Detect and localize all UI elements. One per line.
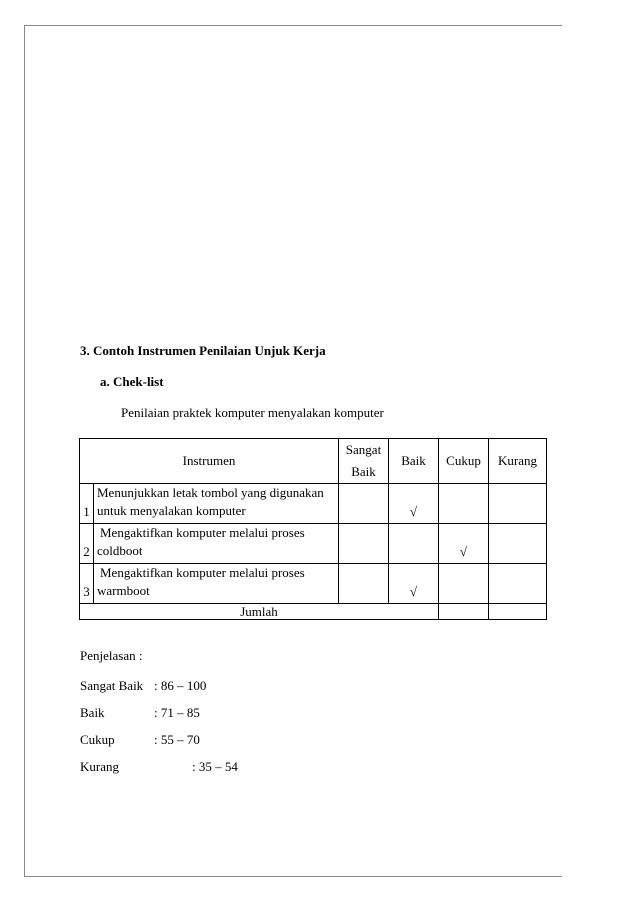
row-instrument-line1: Mengaktifkan komputer melalui proses (100, 565, 305, 580)
row-instrument (94, 484, 339, 524)
cell-baik: √ (389, 564, 439, 604)
cell-baik (389, 524, 439, 564)
row-instrument-line2: coldboot (97, 543, 143, 558)
row-instrument-line2: untuk menyalakan komputer (97, 503, 246, 518)
table-row (80, 524, 547, 564)
table-row (80, 564, 547, 604)
total-label: Jumlah (80, 604, 439, 620)
grade-label: Kurang (80, 759, 119, 774)
grade-label: Baik (80, 705, 105, 720)
table-row (80, 484, 547, 524)
header-cukup: Cukup (439, 439, 489, 484)
row-instrument-line2: warmboot (97, 583, 150, 598)
grade-range: : 55 – 70 (154, 732, 200, 747)
cell-sangat-baik (339, 524, 389, 564)
table-header-row (80, 439, 547, 484)
row-instrument-line1: Menunjukkan letak tombol yang digunakan (97, 485, 324, 500)
grade-label: Cukup (80, 732, 115, 747)
section-heading: 3. Contoh Instrumen Penilaian Unjuk Kerja (80, 343, 326, 358)
header-instrumen: Instrumen (80, 439, 339, 484)
table-total-row (80, 604, 547, 620)
header-sangat-line1: Sangat (345, 442, 382, 457)
total-kurang (489, 604, 547, 620)
row-number: 1 (80, 484, 94, 524)
cell-baik: √ (389, 484, 439, 524)
total-cukup (439, 604, 489, 620)
cell-kurang (489, 564, 547, 604)
grade-range: : 71 – 85 (154, 705, 200, 720)
row-number: 3 (80, 564, 94, 604)
grade-range: : 35 – 54 (192, 759, 238, 774)
row-instrument (94, 564, 339, 604)
cell-cukup (439, 484, 489, 524)
row-number: 2 (80, 524, 94, 564)
header-sangat-baik (339, 439, 389, 484)
subsection-heading: a. Chek-list (100, 374, 164, 389)
table-caption: Penilaian praktek komputer menyalakan komputer (121, 405, 384, 420)
header-kurang: Kurang (489, 439, 547, 484)
header-baik: Baik (389, 439, 439, 484)
header-sangat-line2: Baik (351, 464, 376, 479)
grade-label: Sangat Baik (80, 678, 144, 693)
cell-kurang (489, 484, 547, 524)
row-instrument-line1: Mengaktifkan komputer melalui proses (100, 525, 305, 540)
cell-kurang (489, 524, 547, 564)
checklist-table (79, 438, 547, 620)
cell-cukup: √ (439, 524, 489, 564)
explanation-title: Penjelasan : (80, 648, 143, 663)
cell-cukup (439, 564, 489, 604)
grade-range: : 86 – 100 (154, 678, 207, 693)
cell-sangat-baik (339, 484, 389, 524)
row-instrument (94, 524, 339, 564)
cell-sangat-baik (339, 564, 389, 604)
